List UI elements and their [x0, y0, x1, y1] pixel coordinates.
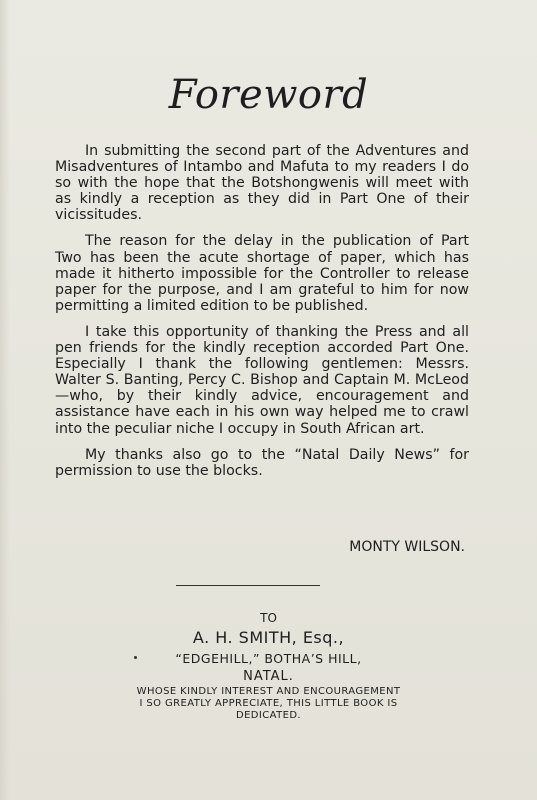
dedication-name: A. H. SMITH, Esq.,: [192, 628, 345, 647]
dedication-province: NATAL.: [243, 669, 294, 684]
paragraph-2: The reason for the delay in the publication of Part Two has been the acute shortage of paper, which has made it hitherto impossible for the Controller to release paper for the purpose, and I am grateful to him for now permitting a limited edition to be published.: [55, 233, 469, 314]
author-signature: MONTY WILSON.: [349, 539, 465, 555]
divider-rule: [176, 585, 320, 586]
dedication-note-line-2: I SO GREATLY APPRECIATE, THIS LITTLE BOOK IS: [139, 698, 398, 709]
paragraph-4: My thanks also go to the “Natal Daily News” for permission to use the blocks.: [55, 446, 469, 479]
paragraph-3: I take this opportunity of thanking the Press and all pen friends for the kindly reception accorded Part One. Especially I thank the following gentlemen: Messrs. Walter S. Banting, Percy C. Bishop and Captain M. McLeod—who, by their kindly advice, encouragement and assistance have each in his own way helped me to crawl into the peculiar niche I occupy in South African art.: [55, 323, 469, 437]
dedication-to: TO: [260, 611, 277, 625]
page-title: Foreword: [168, 72, 369, 118]
paragraph-1: In submitting the second part of the Adventures and Misadventures of Intambo and Mafuta to my readers I do so with the hope that the Botshongwenis will meet with as kindly a reception as they did in Part One of their vicissitudes.: [55, 143, 469, 224]
foreword-body: [55, 143, 469, 489]
dedication-note: [0, 686, 537, 722]
dedication-address: “EDGEHILL,” BOTHA’S HILL,: [175, 651, 362, 666]
dedication-note-line-3: DEDICATED.: [235, 710, 302, 721]
dedication-note-line-1: WHOSE KINDLY INTEREST AND ENCOURAGEMENT: [136, 686, 401, 697]
